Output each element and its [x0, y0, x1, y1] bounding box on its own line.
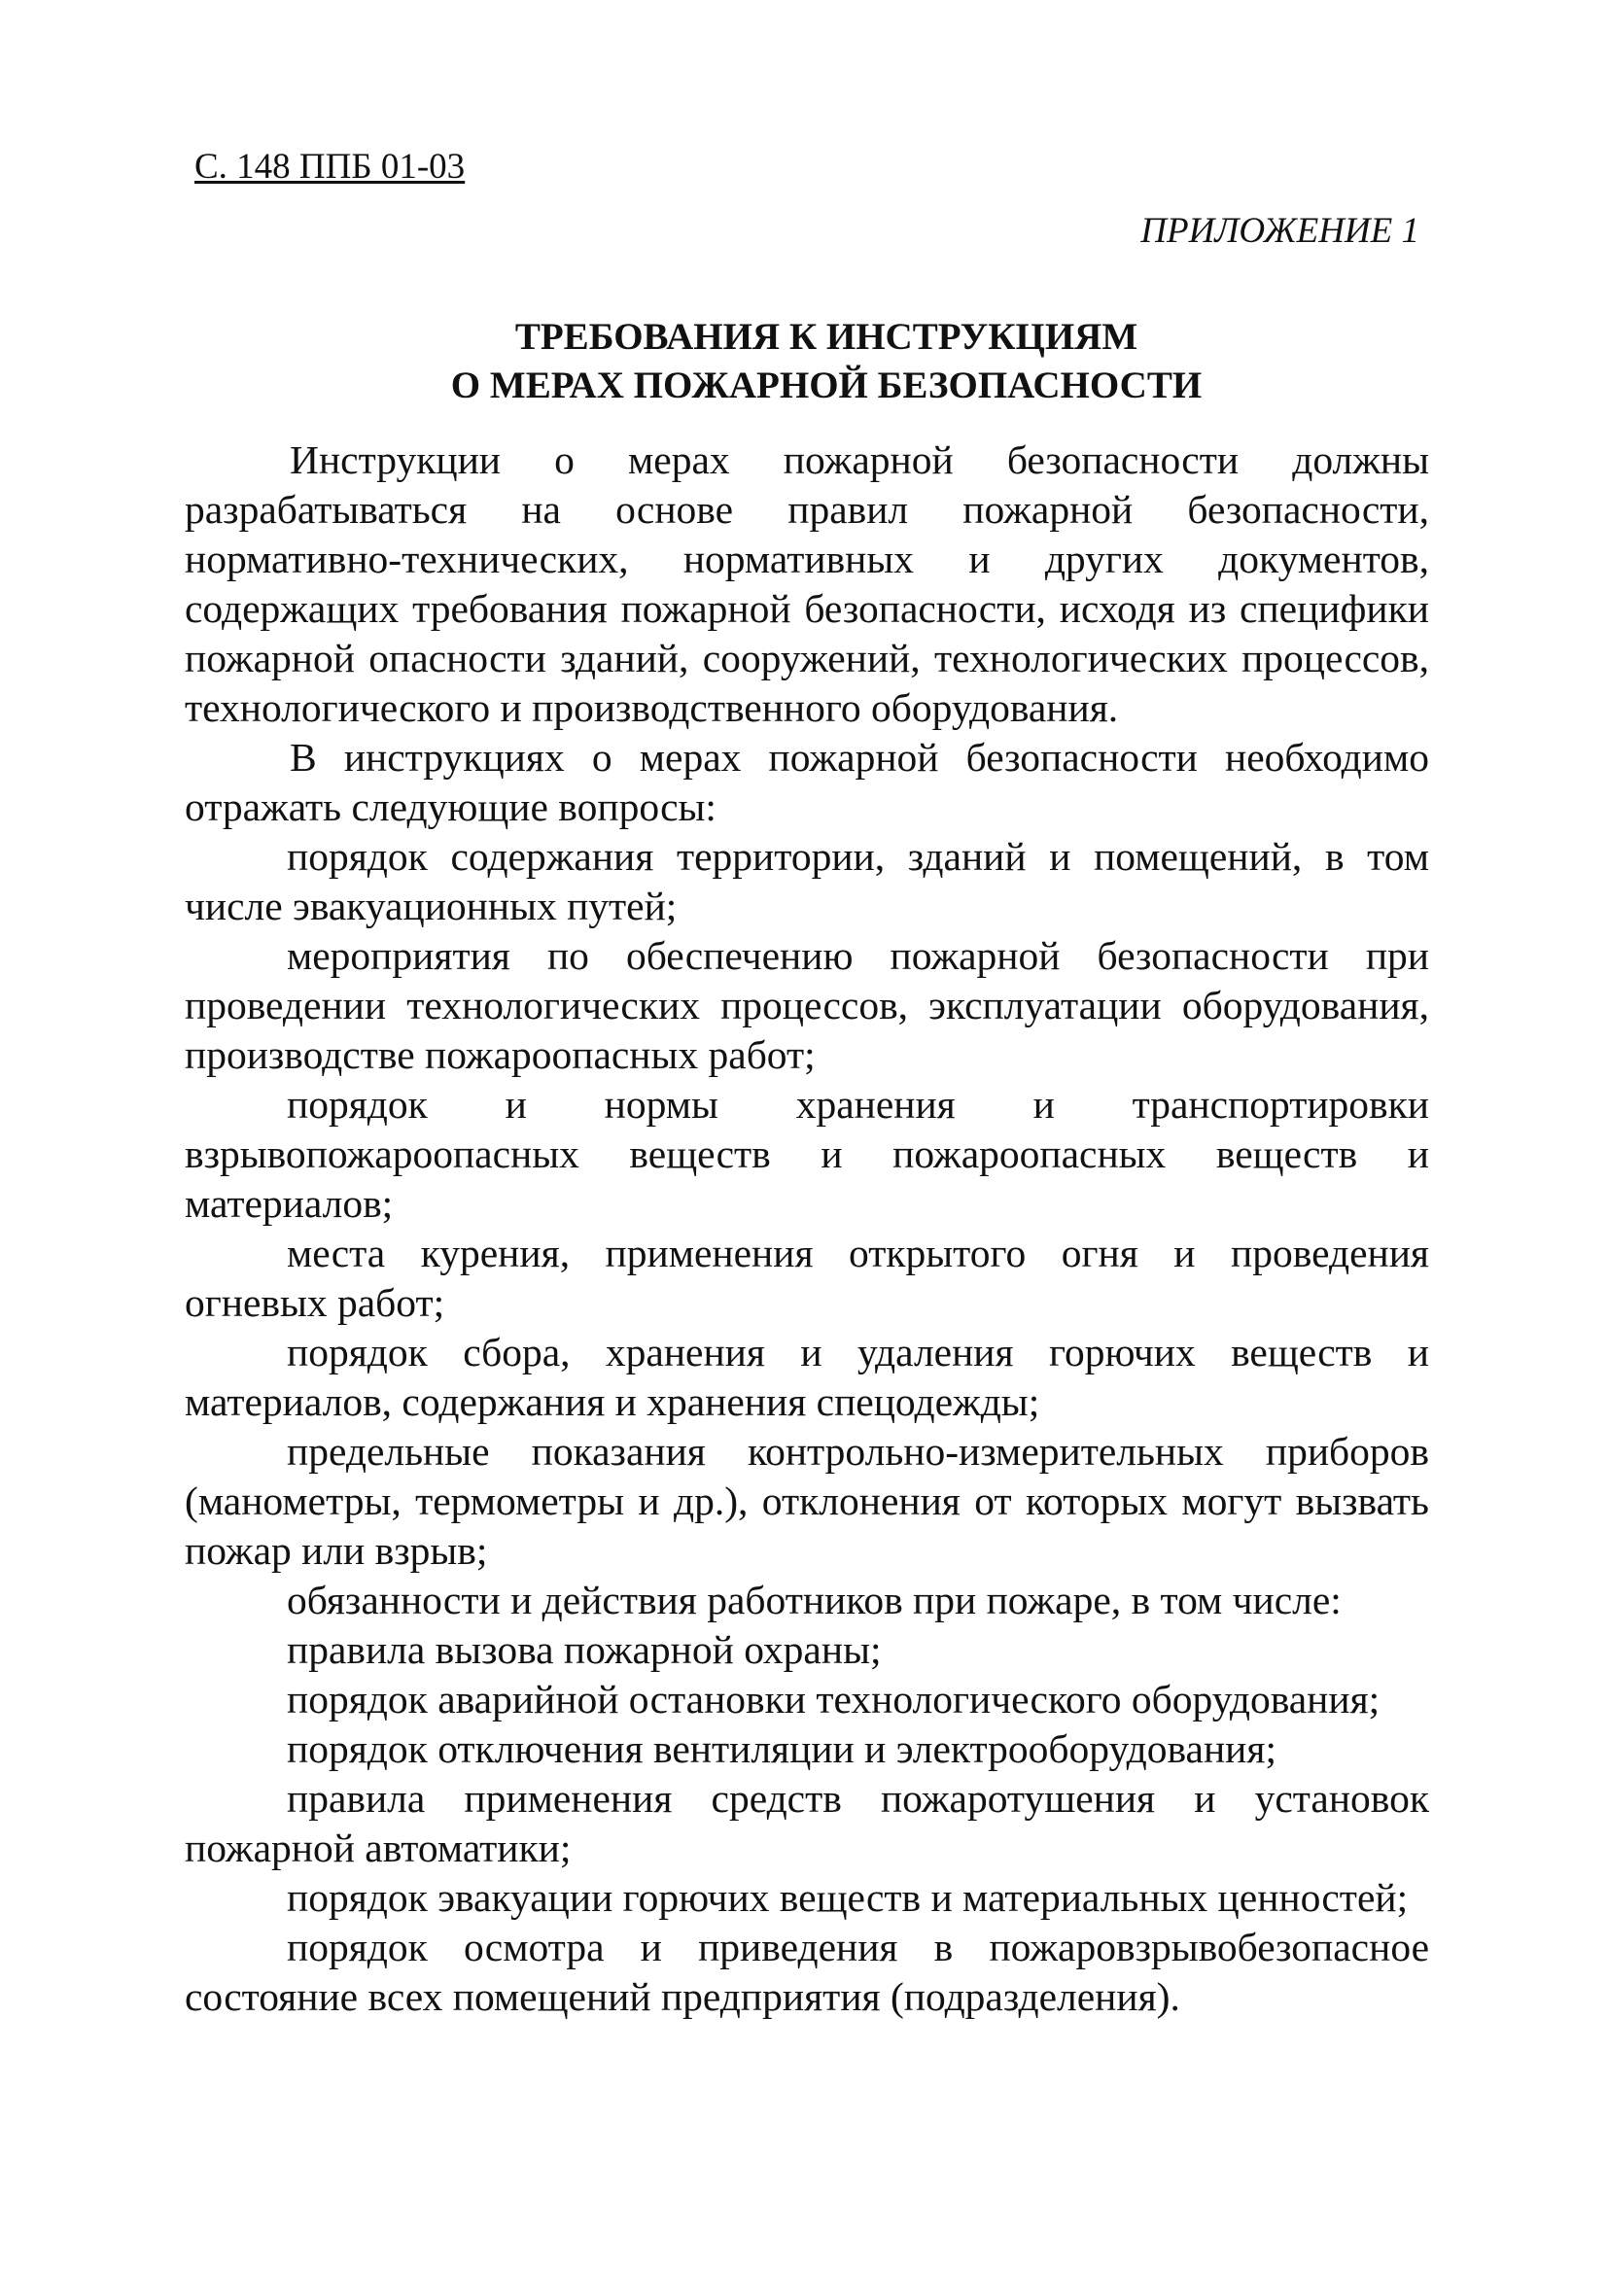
list-item: порядок осмотра и приведения в пожаровзрывобезопасное состояние всех помещений предприятия (подразделения).	[185, 1925, 1429, 2020]
list-item: места курения, применения открытого огня и проведения огневых работ;	[185, 1231, 1429, 1326]
page-reference: С. 148 ППБ 01-03	[194, 147, 466, 187]
list-item: порядок сбора, хранения и удаления горючих веществ и материалов, содержания и хранения спецодежды;	[185, 1330, 1429, 1425]
title-line-2: О МЕРАХ ПОЖАРНОЙ БЕЗОПАСНОСТИ	[450, 365, 1203, 406]
list-item: порядок эвакуации горючих веществ и материальных ценностей;	[287, 1875, 1409, 1921]
list-item: порядок и нормы хранения и транспортировки взрывопожароопасных веществ и пожароопасных веществ и материалов;	[185, 1082, 1429, 1227]
intro-paragraph: Инструкции о мерах пожарной безопасности должны разрабатываться на основе правил пожарной безопасности, нормативно-технических, нормативных и других документов, содержащих требования пожарной безопасности, исходя из специфики пожарной опасности зданий, сооружений, технологических процессов, технологического и производственного оборудования.	[185, 437, 1429, 731]
list-item: правила применения средств пожаротушения и установок пожарной автоматики;	[185, 1776, 1429, 1871]
title-line-1: ТРЕБОВАНИЯ К ИНСТРУКЦИЯМ	[514, 316, 1138, 358]
list-item: предельные показания контрольно-измерительных приборов (манометры, термометры и др.), отклонения от которых могут вызвать пожар или взрыв;	[185, 1429, 1429, 1574]
list-item: мероприятия по обеспечению пожарной безопасности при проведении технологических процессов, эксплуатации оборудования, производстве пожароопасных работ;	[185, 933, 1429, 1078]
list-item: порядок отключения вентиляции и электрооборудования;	[287, 1726, 1276, 1772]
appendix-label: ПРИЛОЖЕНИЕ 1	[1140, 211, 1419, 251]
list-item: порядок содержания территории, зданий и помещений, в том числе эвакуационных путей;	[185, 834, 1429, 929]
document-title	[224, 313, 1429, 410]
document-body	[185, 435, 1429, 2022]
document-page	[185, 146, 1429, 2022]
lead-paragraph: В инструкциях о мерах пожарной безопасности необходимо отражать следующие вопросы:	[185, 735, 1429, 830]
list-item: обязанности и действия работников при пожаре, в том числе:	[287, 1578, 1342, 1623]
list-item: правила вызова пожарной охраны;	[287, 1627, 882, 1673]
list-item: порядок аварийной остановки технологического оборудования;	[287, 1677, 1381, 1722]
